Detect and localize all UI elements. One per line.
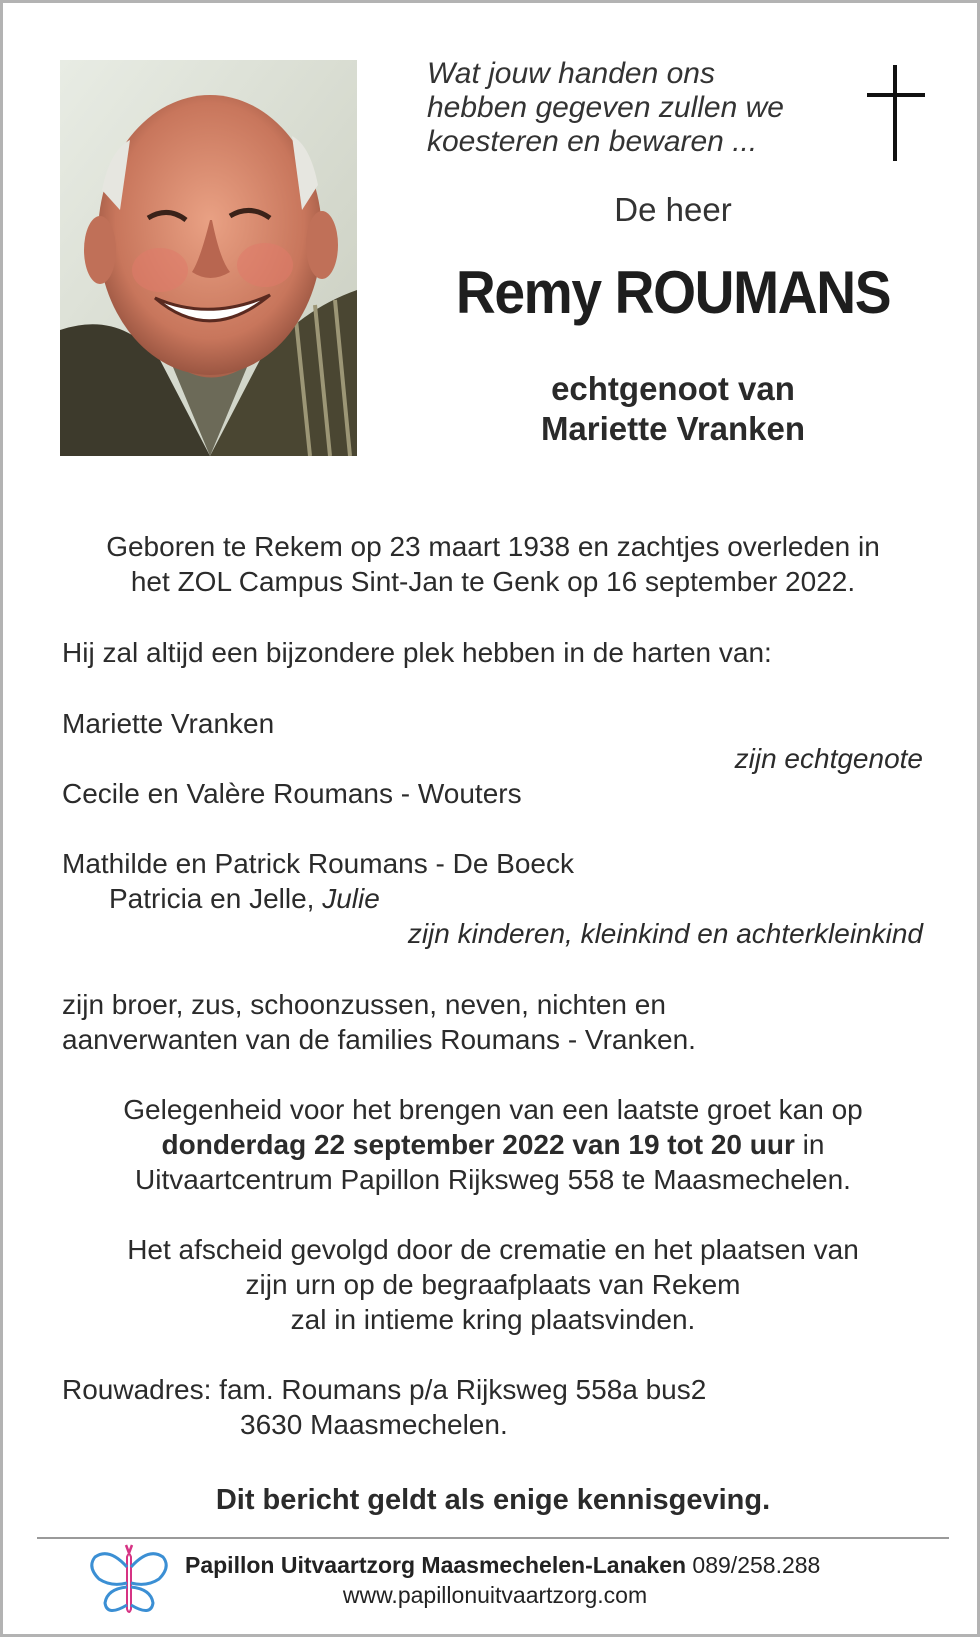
family-wife-role: zijn echtgenote	[734, 743, 923, 774]
poem-line-3: koesteren en bewaren ...	[427, 125, 758, 158]
birth-line-1: Geboren te Rekem op 23 maart 1938 en zachtjes overleden in	[106, 531, 880, 562]
notice: Dit bericht geldt als enige kennisgeving.	[215, 1484, 771, 1516]
others-line-2: aanverwanten van de families Roumans - Vranken.	[62, 1024, 696, 1055]
cross-icon	[867, 65, 925, 161]
family-others	[62, 987, 696, 1057]
farewell-line-1: Het afscheid gevolgd door de crematie en het plaatsen van	[127, 1234, 859, 1265]
footer-company: Papillon Uitvaartzorg Maasmechelen-Lanaken	[185, 1552, 687, 1578]
footer-company-line	[185, 1550, 820, 1580]
family-child-2: Mathilde en Patrick Roumans - De Boeck	[62, 848, 574, 879]
mourning-address-line-2: 3630 Maasmechelen.	[240, 1409, 508, 1440]
farewell-info	[43, 1232, 943, 1337]
butterfly-logo-icon	[89, 1543, 169, 1619]
birth-death-info	[43, 529, 943, 599]
family-wife: Mariette Vranken	[62, 708, 275, 739]
visitation-info	[43, 1092, 943, 1197]
visitation-date-suffix: in	[794, 1129, 825, 1160]
spouse-relation: echtgenoot van	[551, 370, 795, 407]
farewell-line-3: zal in intieme kring plaatsvinden.	[290, 1304, 696, 1335]
others-line-1: zijn broer, zus, schoonzussen, neven, nichten en	[62, 989, 666, 1020]
visitation-line-2	[43, 1127, 943, 1162]
visitation-line-3: Uitvaartcentrum Papillon Rijksweg 558 te Maasmechelen.	[135, 1164, 851, 1195]
spouse-info	[433, 369, 913, 449]
portrait-photo	[60, 60, 357, 456]
poem-line-1: Wat jouw handen ons	[427, 57, 715, 90]
poem	[427, 57, 847, 159]
family-children-role: zijn kinderen, kleinkind en achterkleinkind	[407, 918, 923, 949]
family-grandchildren	[109, 881, 380, 916]
family-child-1: Cecile en Valère Roumans - Wouters	[62, 778, 522, 809]
grandchildren-names: Patricia en Jelle,	[109, 883, 323, 914]
mourning-address-line-1: Rouwadres: fam. Roumans p/a Rijksweg 558a bus2	[62, 1374, 707, 1405]
birth-line-2: het ZOL Campus Sint-Jan te Genk op 16 september 2022.	[130, 566, 856, 597]
farewell-line-2: zijn urn op de begraafplaats van Rekem	[245, 1269, 741, 1300]
great-grandchild-name: Julie	[322, 883, 380, 914]
intro-text: Hij zal altijd een bijzondere plek hebben in de harten van:	[62, 637, 772, 668]
visitation-line-1: Gelegenheid voor het brengen van een laatste groet kan op	[123, 1094, 863, 1125]
footer-divider	[37, 1537, 949, 1539]
title-prefix: De heer	[614, 191, 732, 228]
visitation-date: donderdag 22 september 2022 van 19 tot 20 uur	[161, 1129, 795, 1160]
footer-website[interactable]: www.papillonuitvaartzorg.com	[342, 1582, 648, 1608]
poem-line-2: hebben gegeven zullen we	[427, 91, 784, 124]
footer-phone[interactable]: 089/258.288	[686, 1552, 821, 1578]
spouse-name: Mariette Vranken	[540, 410, 806, 447]
deceased-name: Remy ROUMANS	[455, 259, 891, 326]
